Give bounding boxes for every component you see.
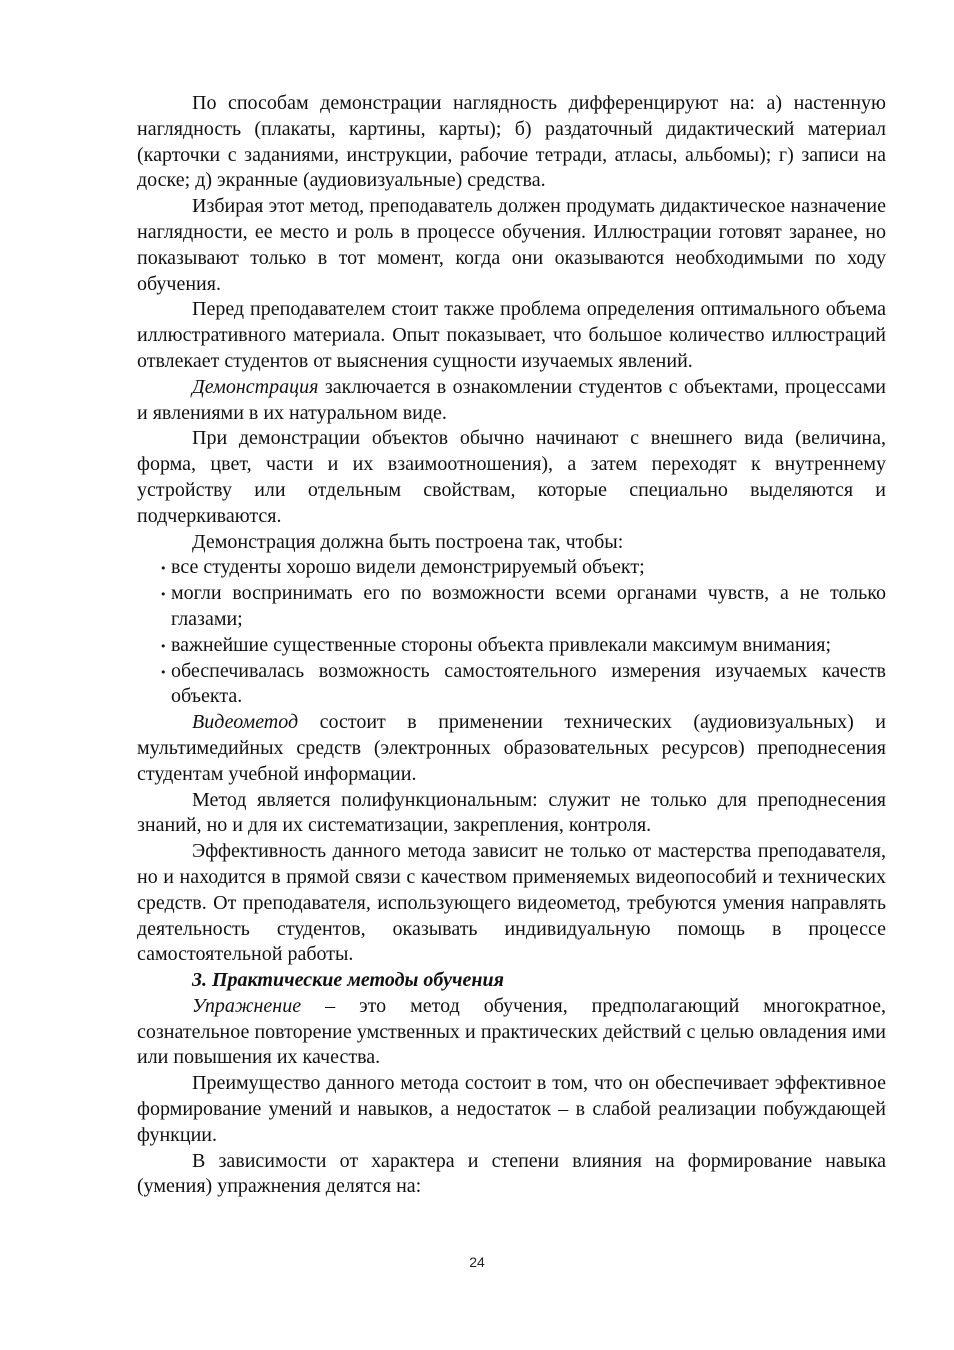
list-item: [160, 633, 886, 659]
paragraph-videomethod-definition: [137, 710, 886, 787]
demonstration-definition-text: заключается в ознакомлении студентов с объектами, процессами и явлениями в их натуральном виде.: [137, 375, 886, 424]
paragraph-demonstration-requirements: Демонстрация должна быть построена так, чтобы:: [192, 530, 624, 553]
term-videomethod: Видеометод: [192, 711, 299, 734]
paragraph-exercise-classification: В зависимости от характера и степени влияния на формирование навыка (умения) упражнения делятся на:: [137, 1149, 886, 1198]
term-demonstration: Демонстрация: [192, 375, 319, 398]
list-item-text: важнейшие существенные стороны объекта привлекали максимум внимания;: [171, 633, 832, 656]
paragraph-demonstration-definition: [137, 375, 886, 427]
bullet-icon: •: [160, 588, 167, 602]
paragraph-visual-aids-types: По способам демонстрации наглядность дифференцируют на: а) настенную наглядность (плакаты, картины, карты); б) раздаточный дидактический материал (карточки с заданиями, инструкции, рабочие тетради, атласы, альбомы); г) записи на доске; д) экранные (аудиовизуальные) средства.: [137, 92, 886, 192]
bullet-icon: •: [160, 562, 167, 576]
list-item-text: могли воспринимать его по возможности всеми органами чувств, а не только глазами;: [171, 582, 886, 630]
paragraph-choosing-method: Избирая этот метод, преподаватель должен продумать дидактическое назначение наглядности, ее место и роль в процессе обучения. Иллюстрации готовят заранее, но показывают только в тот момент, когда они оказываются необходимыми по ходу обучения.: [137, 195, 886, 295]
paragraph-demonstration-process: При демонстрации объектов обычно начинают с внешнего вида (величина, форма, цвет, части и их взаимоотношения), а затем переходят к внутреннему устройству или отдельным свойствам, которые специально выделяются и подчеркиваются.: [137, 427, 886, 527]
videomethod-definition-text: состоит в применении технических (аудиовизуальных) и мультимедийных средств (электронных образовательных ресурсов) преподнесения студентам учебной информации.: [137, 711, 886, 785]
paragraph-optimal-volume: Перед преподавателем стоит также проблема определения оптимального объема иллюстративного материала. Опыт показывает, что большое количество иллюстраций отвлекает студентов от выяснения сущности изучаемых явлений.: [137, 298, 886, 372]
paragraph-advantages: Преимущество данного метода состоит в том, что он обеспечивает эффективное формирование умений и навыков, а недостаток – в слабой реализации побуждающей функции.: [137, 1072, 886, 1146]
exercise-definition-text: – это метод обучения, предполагающий многократное, сознательное повторение умственных и практических действий с целью овладения ими или повышения их качества.: [137, 994, 886, 1069]
paragraph-polyfunctional: Метод является полифункциональным: служит не только для преподнесения знаний, но и для их систематизации, закрепления, контроля.: [137, 788, 886, 837]
list-item-text: все студенты хорошо видели демонстрируемый объект;: [171, 556, 645, 579]
paragraph-effectiveness: Эффективность данного метода зависит не только от мастерства преподавателя, но и находится в прямой связи с качеством применяемых видеопособий и технических средств. От преподавателя, использующего видеометод, требуются умения направлять деятельность студентов, оказывать индивидуальную помощь в процессе самостоятельной работы.: [137, 840, 886, 966]
section-heading: 3. Практические методы обучения: [192, 969, 504, 992]
list-item: [160, 659, 886, 711]
list-item-text: обеспечивалась возможность самостоятельного измерения изучаемых качеств объекта.: [171, 659, 886, 708]
paragraph-exercise-definition: [137, 994, 886, 1071]
term-exercise: Упражнение: [192, 994, 302, 1017]
list-item: [160, 555, 886, 581]
page-number: 24: [469, 1254, 485, 1270]
bullet-icon: •: [160, 639, 167, 653]
page-body: [137, 91, 886, 1200]
bullet-icon: •: [160, 665, 167, 679]
list-item: [160, 581, 886, 633]
